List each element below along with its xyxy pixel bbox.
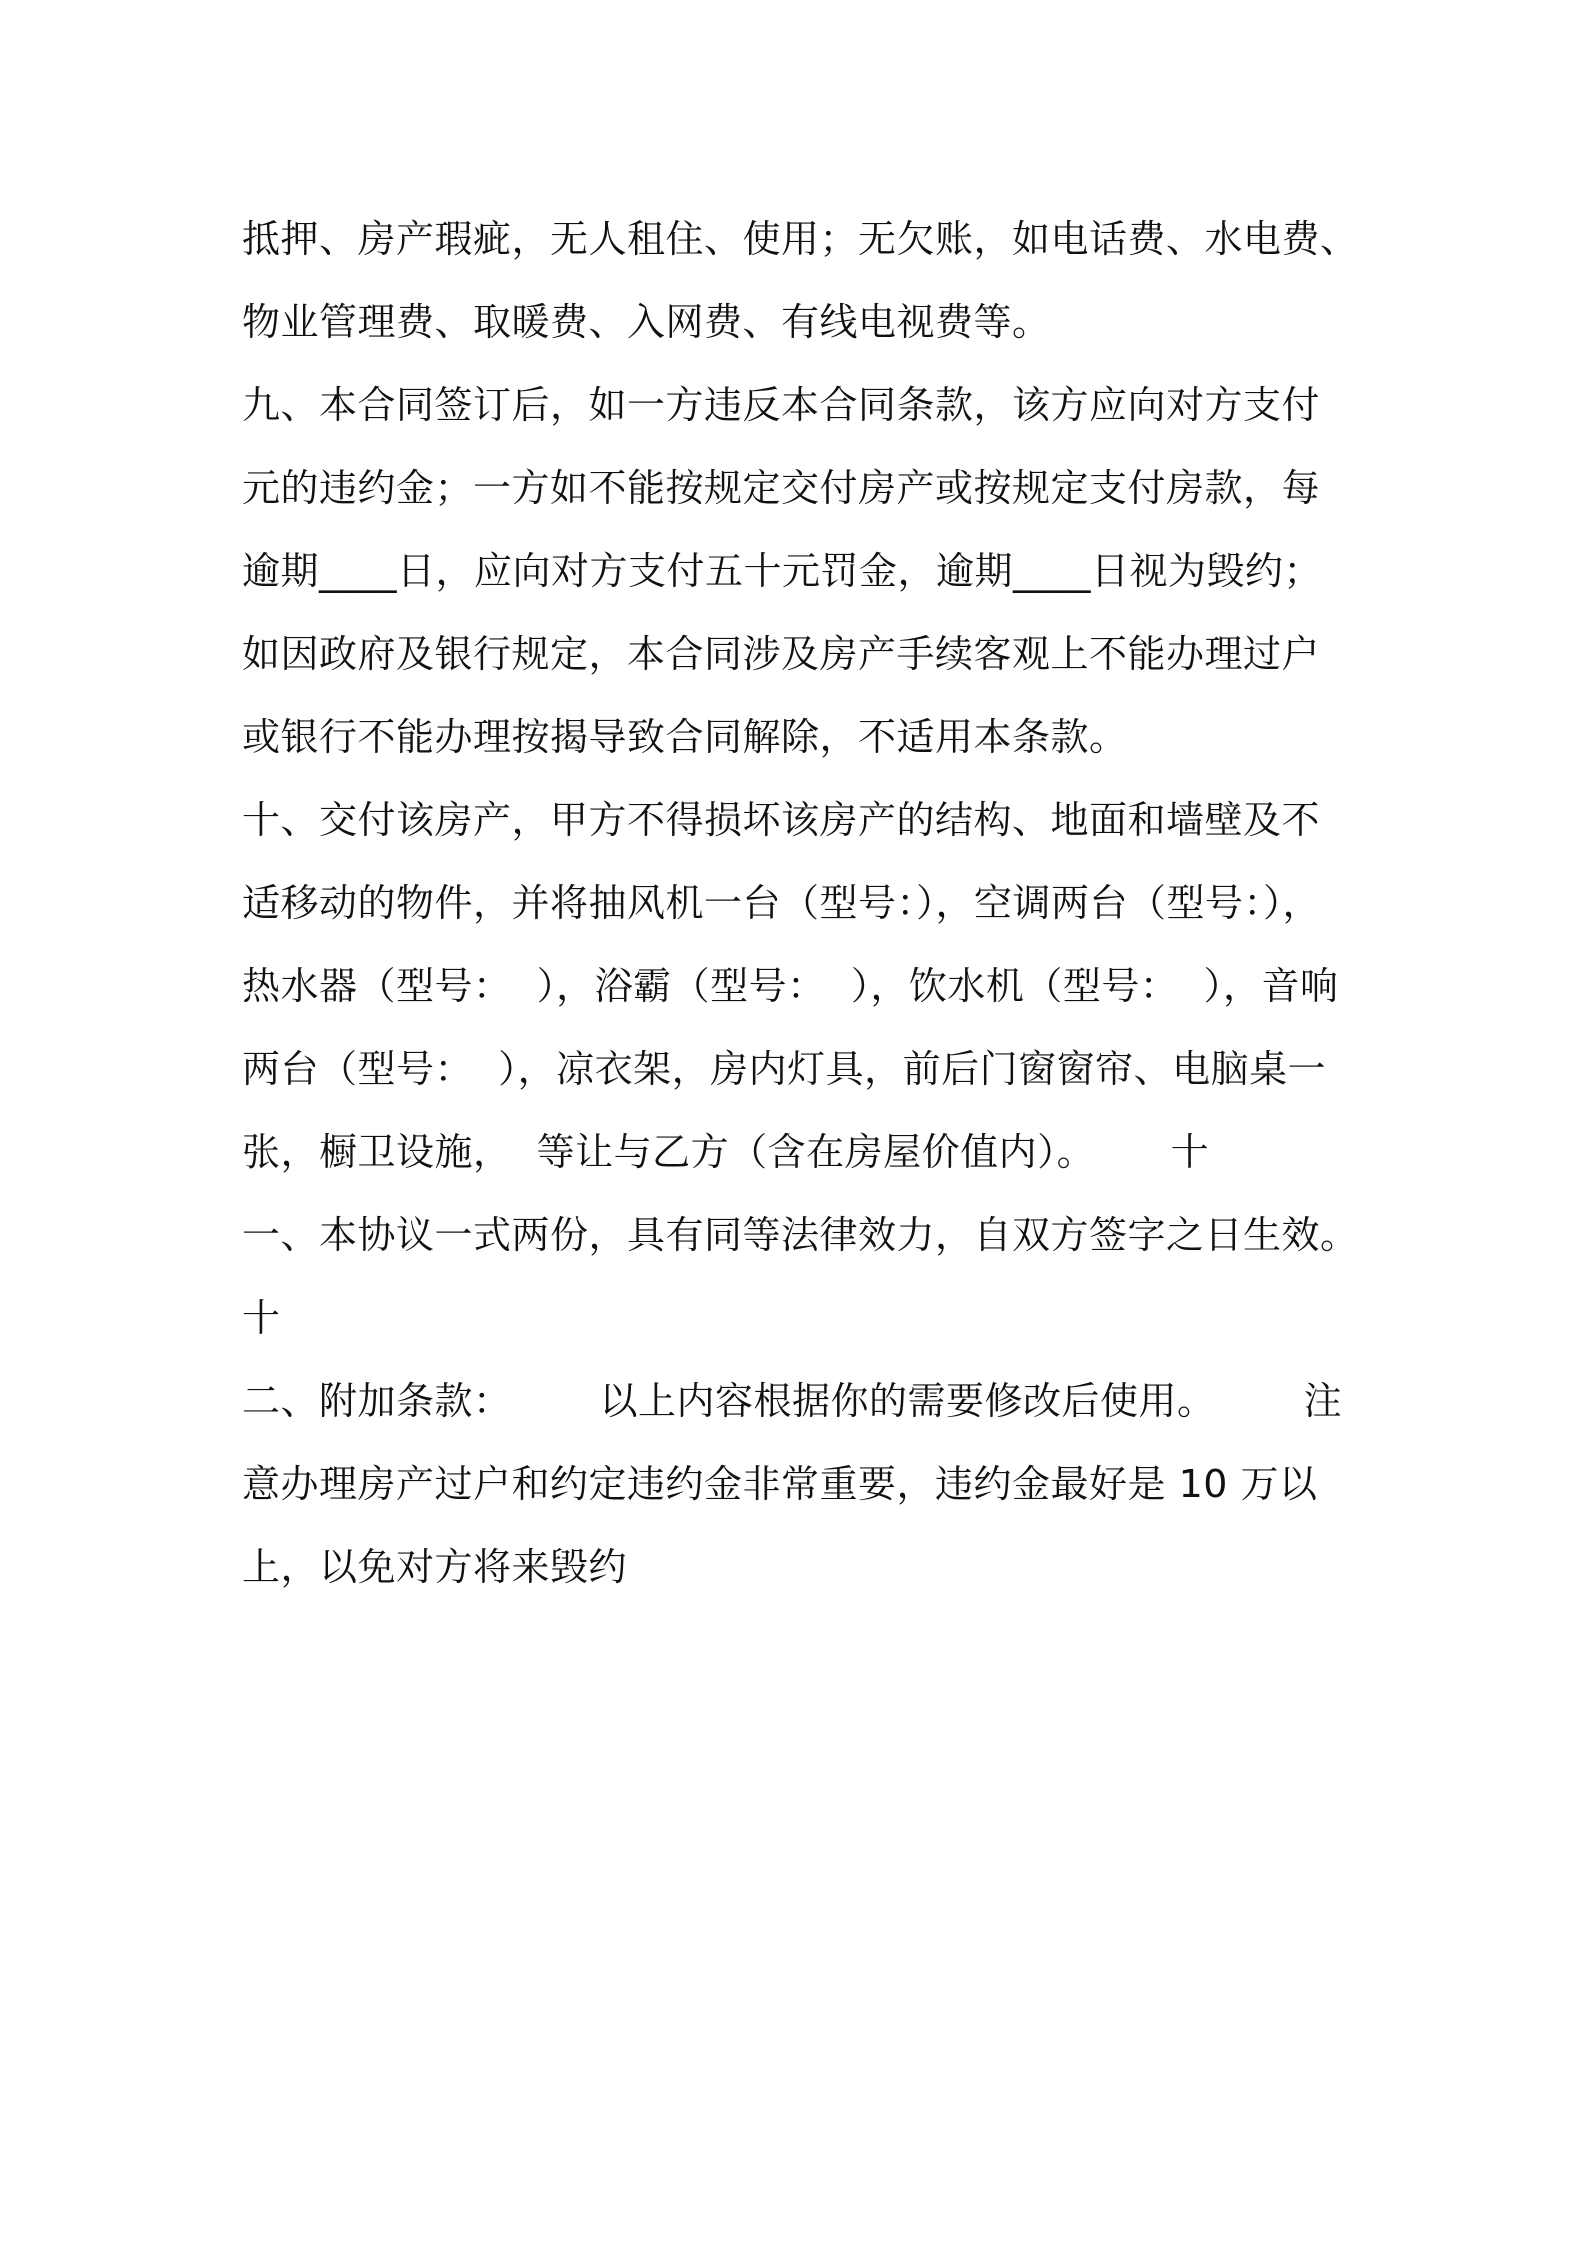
contract-body-text bbox=[242, 198, 1362, 1609]
text-line-16: 意办理房产过户和约定违约金非常重要，违约金最好是 10 万以 bbox=[242, 1462, 1318, 1506]
text-line-12: 张，橱卫设施， 等让与乙方（含在房屋价值内）。 十 bbox=[242, 1130, 1210, 1174]
text-line-6: 如因政府及银行规定，本合同涉及房产手续客观上不能办理过户 bbox=[242, 632, 1321, 676]
text-line-15: 二、附加条款： 以上内容根据你的需要修改后使用。 注 bbox=[242, 1379, 1343, 1423]
text-line-9: 适移动的物件，并将抽风机一台（型号：），空调两台（型号：）， bbox=[242, 881, 1322, 925]
text-line-7: 或银行不能办理按揭导致合同解除，不适用本条款。 bbox=[242, 715, 1128, 759]
text-line-10: 热水器（型号： ），浴霸（型号： ），饮水机（型号： ），音响 bbox=[242, 964, 1339, 1008]
text-line-11: 两台（型号： ），凉衣架，房内灯具，前后门窗窗帘、电脑桌一 bbox=[242, 1047, 1327, 1091]
text-line-5: 逾期____日，应向对方支付五十元罚金，逾期____日视为毁约； bbox=[242, 549, 1323, 593]
text-line-2: 物业管理费、取暖费、入网费、有线电视费等。 bbox=[242, 300, 1051, 344]
text-line-14: 十 bbox=[242, 1296, 281, 1340]
text-line-17: 上，以免对方将来毁约 bbox=[242, 1545, 628, 1589]
text-line-8: 十、交付该房产，甲方不得损坏该房产的结构、地面和墙壁及不 bbox=[242, 798, 1321, 842]
text-line-4: 元的违约金；一方如不能按规定交付房产或按规定支付房款，每 bbox=[242, 466, 1321, 510]
text-line-1: 抵押、房产瑕疵，无人租住、使用；无欠账，如电话费、水电费、 bbox=[242, 217, 1359, 261]
text-line-13: 一、本协议一式两份，具有同等法律效力，自双方签字之日生效。 bbox=[242, 1213, 1359, 1257]
text-line-3: 九、本合同签订后，如一方违反本合同条款，该方应向对方支付 bbox=[242, 383, 1321, 427]
